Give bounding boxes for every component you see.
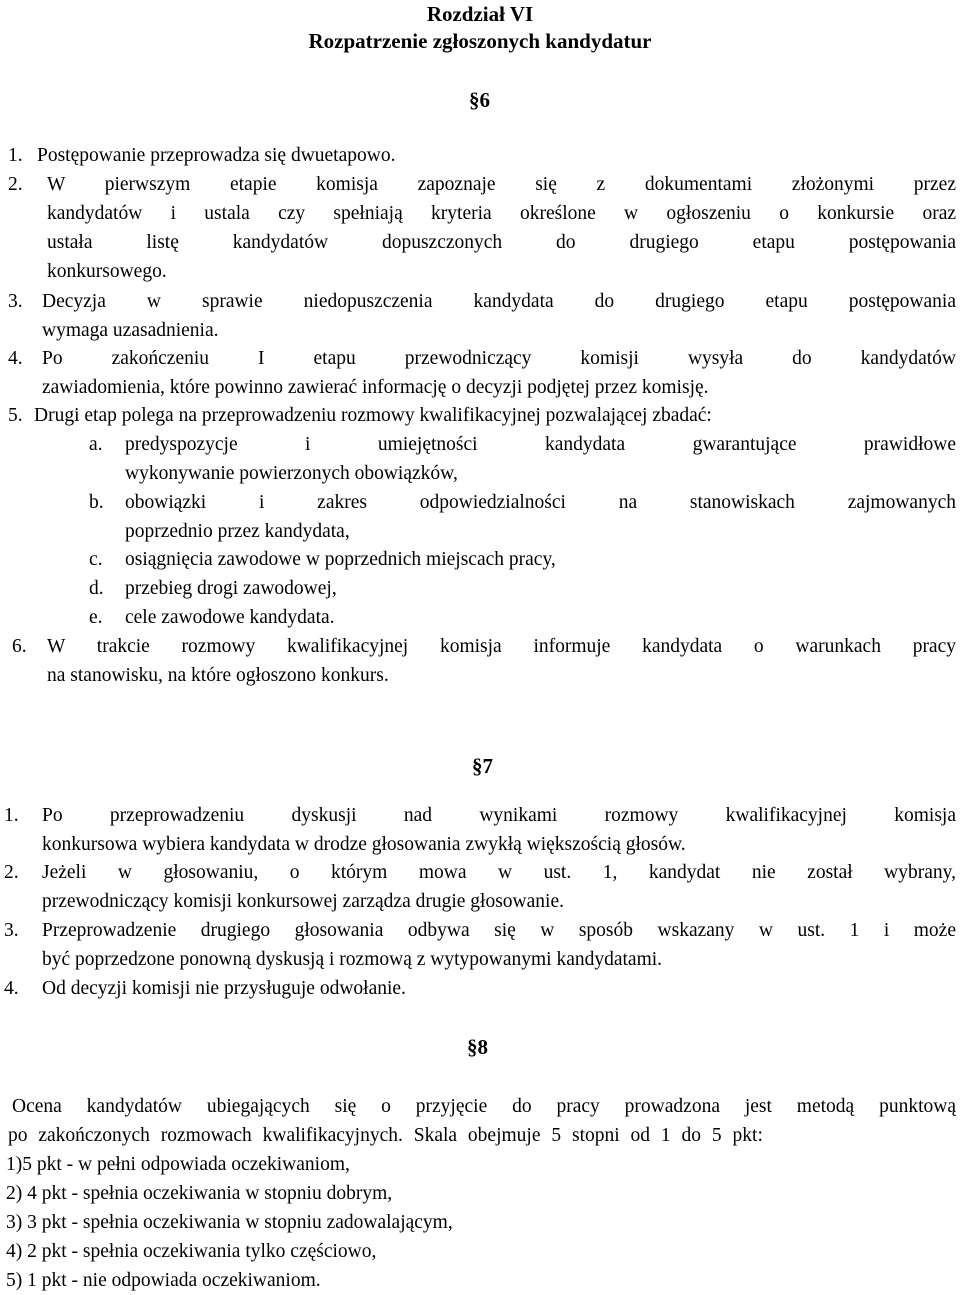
item-text-line: Jeżeli w głosowaniu, o którym mowa w ust. 1, kandydat nie został wybrany, [42, 862, 956, 883]
scale-item: 2) 4 pkt - spełnia oczekiwania w stopniu dobrym, [6, 1183, 393, 1204]
section-symbol-6: §6 [469, 88, 490, 112]
subitem-text: osiągnięcia zawodowe w poprzednich miejscach pracy, [125, 549, 556, 570]
section-8-intro [8, 1092, 956, 1150]
section-symbol-7: §7 [472, 754, 493, 778]
item-number: 1. [8, 145, 23, 166]
item-text-line: Przeprowadzenie drugiego głosowania odbywa się w sposób wskazany w ust. 1 i może [42, 920, 956, 941]
subitem-text: przebieg drogi zawodowej, [125, 578, 337, 599]
item-text-line: Po zakończeniu I etapu przewodniczący komisji wysyła do kandydatów [42, 348, 956, 369]
scale-item: 4) 2 pkt - spełnia oczekiwania tylko częściowo, [6, 1241, 377, 1262]
item-number: 6. [12, 636, 27, 657]
item-number: 3. [8, 291, 23, 312]
item-number: 1. [4, 805, 19, 826]
item-text-line: Decyzja w sprawie niedopuszczenia kandydata do drugiego etapu postępowania [42, 291, 956, 312]
item-number: 2. [8, 174, 23, 195]
item-text-line: Po przeprowadzeniu dyskusji nad wynikami rozmowy kwalifikacyjnej komisja [42, 805, 956, 826]
item-text-line: ustała listę kandydatów dopuszczonych do drugiego etapu postępowania [47, 232, 956, 253]
intro-text-line: Ocena kandydatów ubiegających się o przyjęcie do pracy prowadzona jest metodą punktową [12, 1096, 956, 1117]
item-number: 3. [4, 920, 19, 941]
subitem-letter: e. [89, 607, 103, 628]
item-text-line: wymaga uzasadnienia. [42, 320, 219, 341]
item-text-line: na stanowisku, na które ogłoszono konkurs. [47, 665, 389, 686]
item-text: Drugi etap polega na przeprowadzeniu rozmowy kwalifikacyjnej pozwalającej zbadać: [34, 405, 712, 426]
subitem-text-line: obowiązki i zakres odpowiedzialności na stanowiskach zajmowanych [125, 492, 956, 513]
subitem-text-line: poprzednio przez kandydata, [125, 521, 350, 542]
scale-item: 1)5 pkt - w pełni odpowiada oczekiwaniom, [6, 1154, 350, 1175]
subitem-letter: b. [89, 492, 104, 513]
section-symbol-8: §8 [467, 1035, 488, 1059]
item-text-line: konkursowego. [47, 261, 167, 282]
chapter-subtitle: Rozpatrzenie zgłoszonych kandydatur [308, 29, 652, 53]
subitem-letter: a. [89, 434, 103, 455]
scale-list [6, 1150, 956, 1295]
item-text-line: W trakcie rozmowy kwalifikacyjnej komisja informuje kandydata o warunkach pracy [47, 636, 956, 657]
item-text-line: kandydatów i ustala czy spełniają kryteria określone w ogłoszeniu o konkursie oraz [47, 203, 956, 224]
item-text-line: konkursowa wybiera kandydata w drodze głosowania zwykłą większością głosów. [42, 834, 686, 855]
item-text-line: być poprzedzone ponowną dyskusją i rozmową z wytypowanymi kandydatami. [42, 949, 663, 970]
item-text: Postępowanie przeprowadza się dwuetapowo. [37, 145, 396, 166]
intro-text-line: po zakończonych rozmowach kwalifikacyjnych. Skala obejmuje 5 stopni od 1 do 5 pkt: [8, 1125, 763, 1146]
subitem-text-line: predyspozycje i umiejętności kandydata gwarantujące prawidłowe [125, 434, 956, 455]
subitem-letter: d. [89, 578, 104, 599]
item-text-line: zawiadomienia, które powinno zawierać informację o decyzji podjętej przez komisję. [42, 377, 709, 398]
item-number: 4. [8, 348, 23, 369]
item-number: 2. [4, 862, 19, 883]
subitem-letter: c. [89, 549, 103, 570]
item-text-line: przewodniczący komisji konkursowej zarządza drugie głosowanie. [42, 891, 564, 912]
subitem-text-line: wykonywanie powierzonych obowiązków, [125, 463, 458, 484]
subitem-text: cele zawodowe kandydata. [125, 607, 335, 628]
item-number: 4. [4, 978, 19, 999]
scale-item: 5) 1 pkt - nie odpowiada oczekiwaniom. [6, 1270, 321, 1291]
item-text-line: W pierwszym etapie komisja zapoznaje się z dokumentami złożonymi przez [47, 174, 956, 195]
chapter-title: Rozdział VI [426, 2, 534, 26]
item-number: 5. [8, 405, 23, 426]
item-text: Od decyzji komisji nie przysługuje odwołanie. [42, 978, 406, 999]
scale-item: 3) 3 pkt - spełnia oczekiwania w stopniu zadowalającym, [6, 1212, 453, 1233]
